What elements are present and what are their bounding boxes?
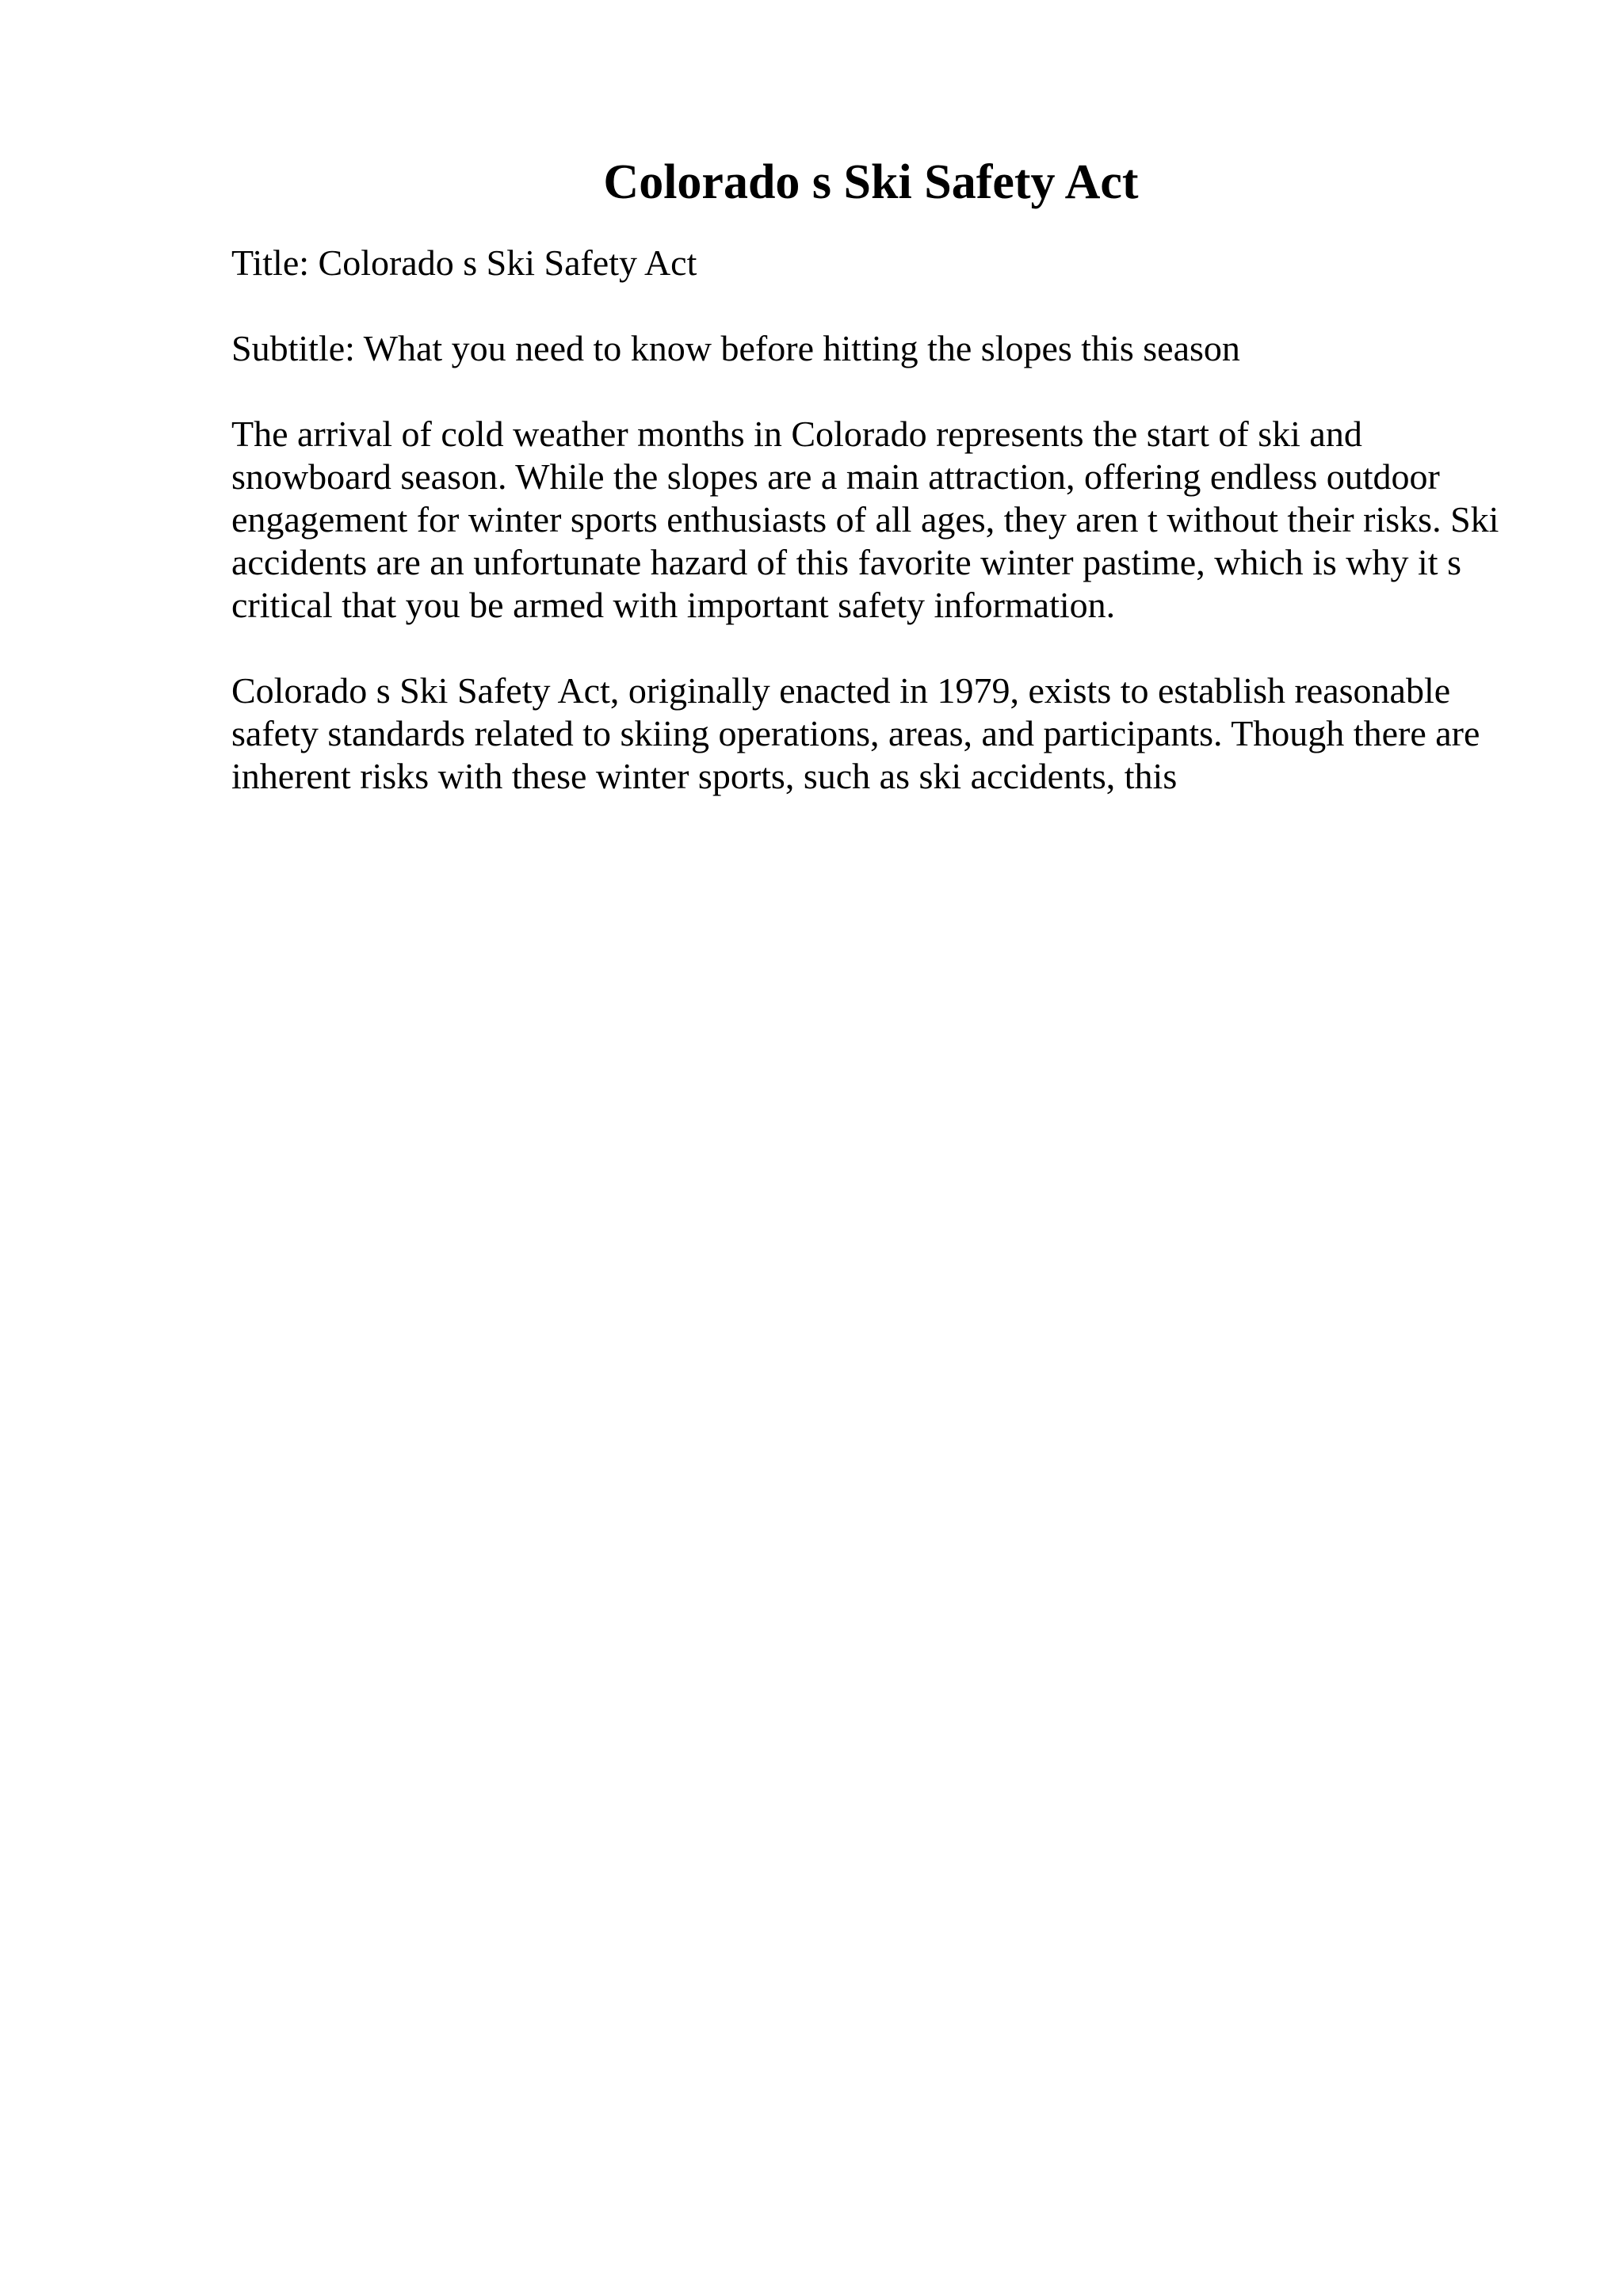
title-line: Title: Colorado s Ski Safety Act [231, 242, 697, 283]
document-body [231, 242, 1515, 841]
body-paragraph-1: The arrival of cold weather months in Colorado represents the start of ski and snowboard season. While the slopes are a main attraction, offering endless outdoor engagement for winter sports enthusiasts of all ages, they aren t without their risks. Ski accidents are an unfortunate hazard of this favorite winter pastime, which is why it s critical that you be armed with important safety information. [231, 414, 1499, 625]
subtitle-line: Subtitle: What you need to know before hitting the slopes this season [231, 328, 1240, 368]
document-heading: Colorado s Ski Safety Act [603, 155, 1139, 209]
body-paragraph-2: Colorado s Ski Safety Act, originally enacted in 1979, exists to establish reasonable safety standards related to skiing operations, areas, and participants. Though there are inherent risks with these winter sports, such as ski accidents, this [231, 670, 1480, 796]
